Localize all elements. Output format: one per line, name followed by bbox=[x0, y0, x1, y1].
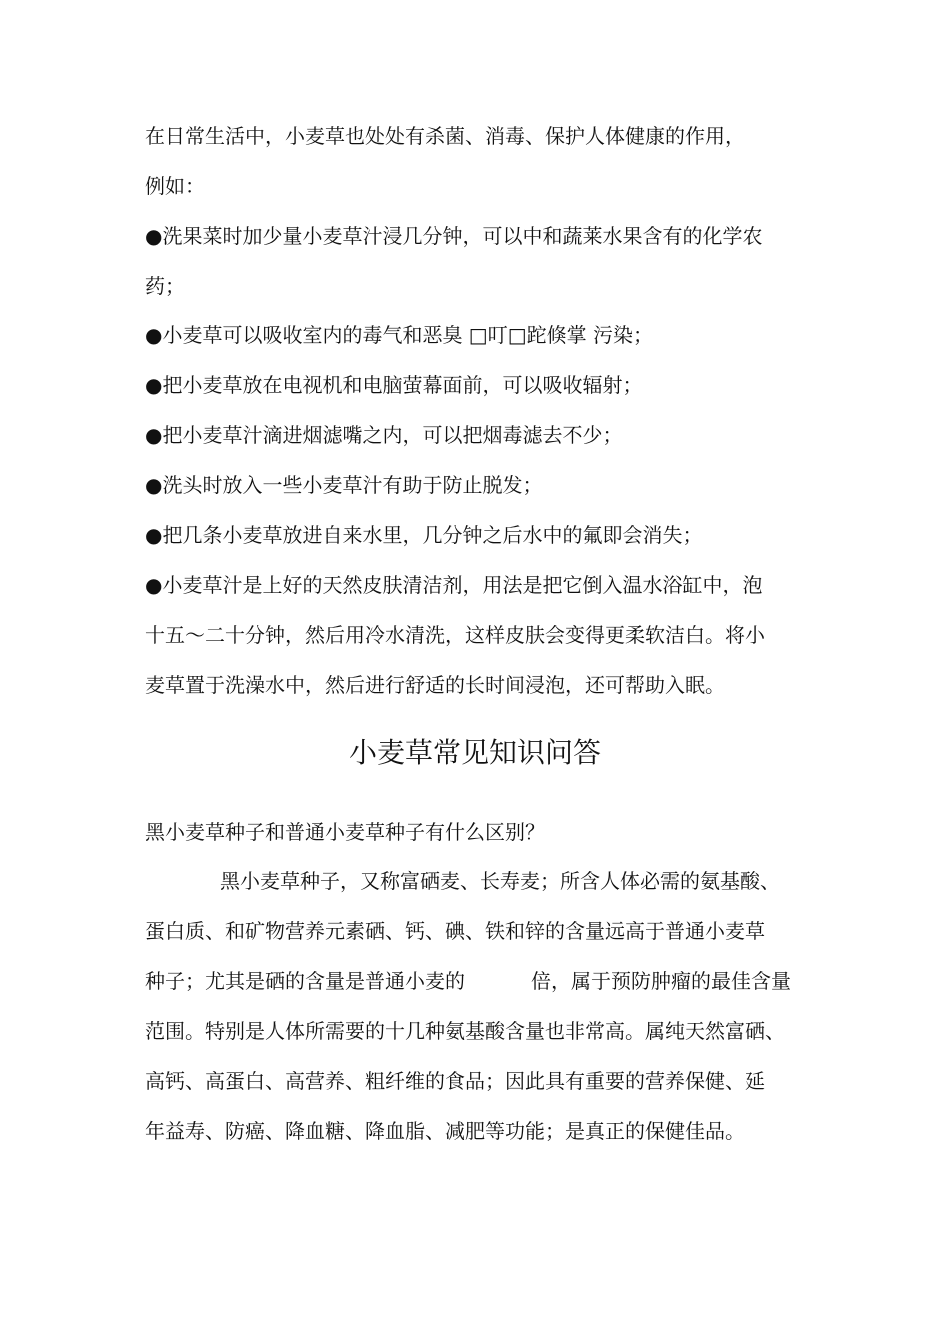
intro-line-1: 在日常生活中，小麦草也处处有杀菌、消毒、保护人体健康的作用， bbox=[145, 124, 745, 148]
answer-line-5: 高钙、高蛋白、高营养、粗纤维的食品；因此具有重要的营养保健、延 bbox=[145, 1069, 765, 1093]
question-heading: 黑小麦草种子和普通小麦草种子有什么区别？ bbox=[145, 820, 545, 844]
bullet-7-line-3: 麦草置于洗澡水中，然后进行舒适的长时间浸泡，还可帮助入眠。 bbox=[145, 673, 725, 697]
intro-line-2: 例如： bbox=[145, 174, 205, 198]
answer-line-6: 年益寿、防癌、降血糖、降血脂、减肥等功能；是真正的保健佳品。 bbox=[145, 1119, 745, 1143]
answer-line-3a: 种子；尤其是硒的含量是普通小麦的 bbox=[145, 969, 465, 993]
bullet-1-line-1: ●洗果菜时加少量小麦草汁浸几分钟，可以中和蔬莱水果含有的化学农 bbox=[145, 224, 763, 248]
bullet-7-line-2: 十五～二十分钟，然后用冷水清洗，这样皮肤会变得更柔软洁白。将小 bbox=[145, 623, 765, 647]
section-title: 小麦草常见知识问答 bbox=[348, 736, 601, 769]
answer-line-2: 蛋白质、和矿物营养元素硒、钙、碘、铁和锌的含量远高于普通小麦草 bbox=[145, 919, 765, 943]
bullet-6: ●把几条小麦草放进自来水里，几分钟之后水中的氟即会消失； bbox=[145, 523, 703, 547]
bullet-4: ●把小麦草汁滴进烟滤嘴之内，可以把烟毒滤去不少； bbox=[145, 423, 623, 447]
bullet-5: ●洗头时放入一些小麦草汁有助于防止脱发； bbox=[145, 473, 543, 497]
bullet-2: ●小麦草可以吸收室内的毒气和恶臭 □叮□跎倏掌 污染； bbox=[145, 323, 653, 347]
bullet-1-line-2: 药； bbox=[145, 274, 185, 298]
answer-line-3b: 倍，属于预防肿瘤的最佳含量 bbox=[531, 969, 791, 993]
answer-line-4: 范围。特别是人体所需要的十几种氨基酸含量也非常高。属纯天然富硒、 bbox=[145, 1019, 785, 1043]
bullet-3: ●把小麦草放在电视机和电脑萤幕面前，可以吸收辐射； bbox=[145, 373, 643, 397]
answer-line-1: 黑小麦草种子，又称富硒麦、长寿麦；所含人体必需的氨基酸、 bbox=[220, 869, 780, 893]
bullet-7-line-1: ●小麦草汁是上好的天然皮肤清洁剂，用法是把它倒入温水浴缸中，泡 bbox=[145, 573, 763, 597]
